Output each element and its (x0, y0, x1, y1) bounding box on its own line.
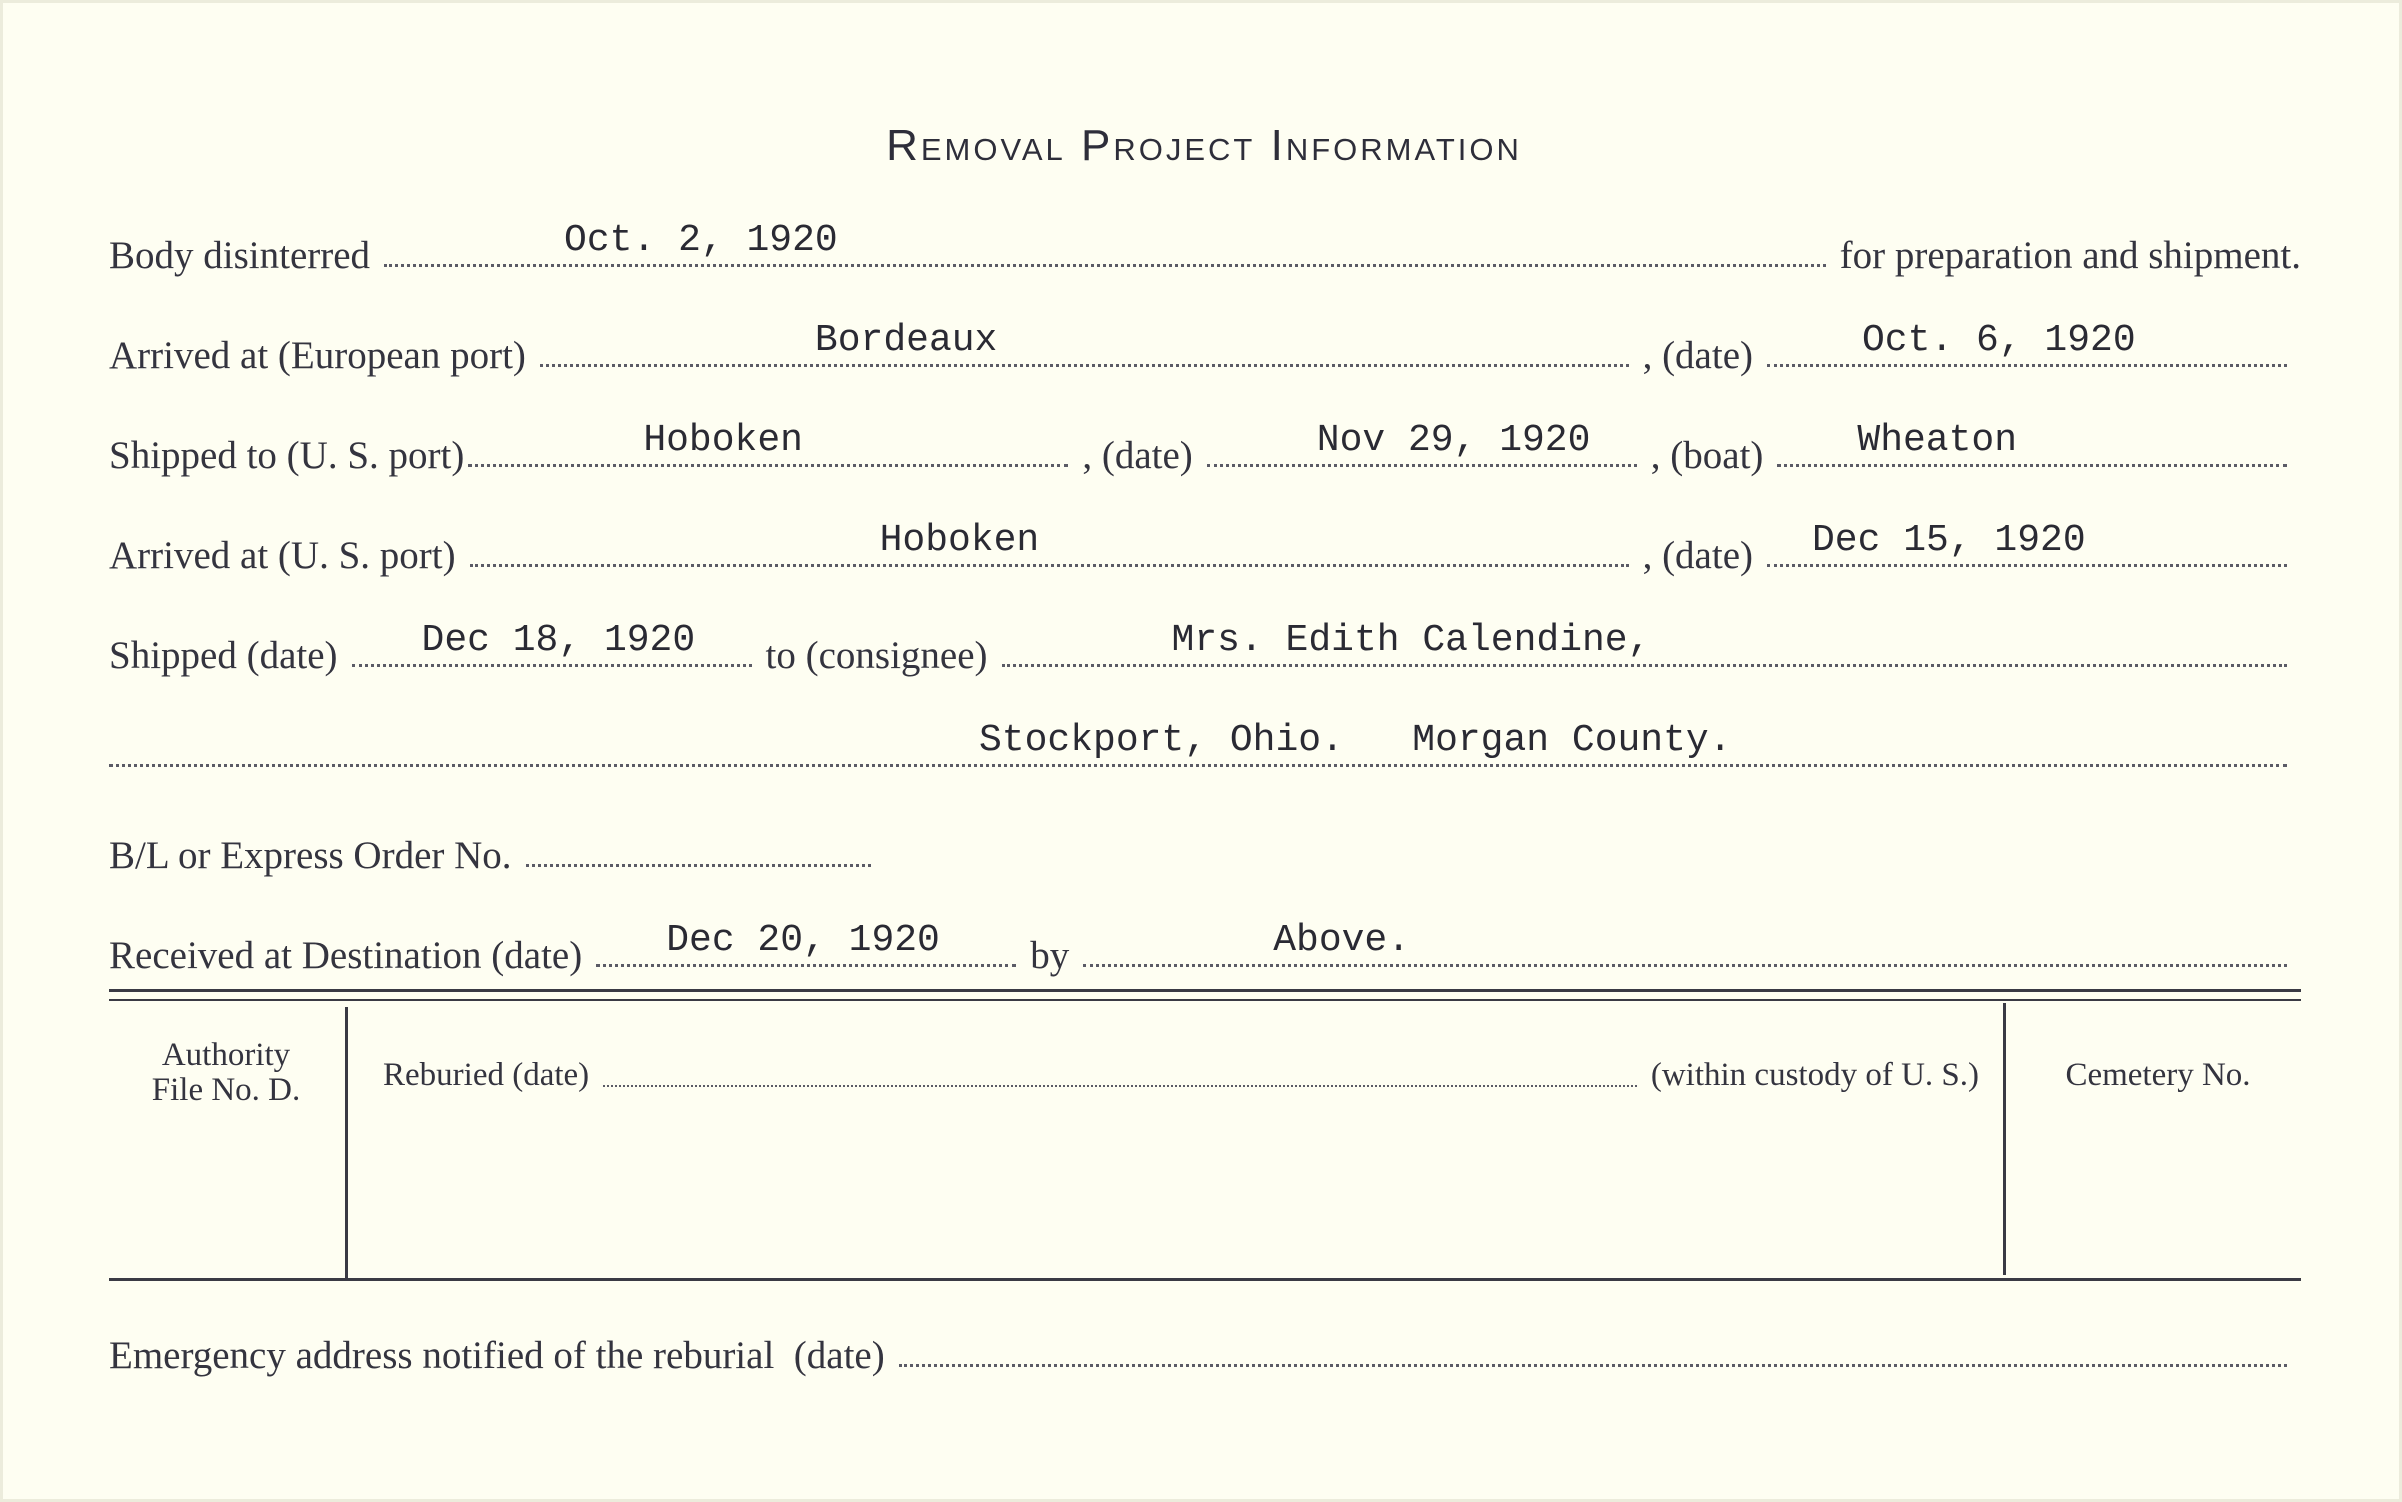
emergency-label: Emergency address notified of the reburial (date) (109, 1334, 885, 1377)
table-top-rule-inner (109, 999, 2301, 1001)
authority-cell (111, 1038, 341, 1107)
received-date-field[interactable] (596, 919, 1016, 967)
arrived-european-date-value: Oct. 6, 1920 (1862, 319, 2136, 362)
received-label: Received at Destination (date) (109, 934, 583, 977)
reburied-label: Reburied (date) (383, 1057, 590, 1093)
consignee-label: to (consignee) (765, 634, 988, 677)
custody-label: (within custody of U. S.) (1650, 1057, 1979, 1093)
cemetery-cell (2013, 1058, 2303, 1093)
reburied-cell (383, 1058, 1979, 1093)
table-divider-right (2003, 1003, 2006, 1275)
shipped-date-field[interactable] (352, 619, 752, 667)
shipped-us-port-field[interactable] (468, 419, 1068, 467)
shipped-us-boat-field[interactable] (1777, 419, 2287, 467)
address-row (109, 715, 2301, 775)
shipped-us-date-value: Nov 29, 1920 (1316, 419, 1591, 462)
received-date-value: Dec 20, 1920 (666, 919, 940, 962)
received-by-field[interactable] (1083, 919, 2287, 967)
arrived-european-port-value: Bordeaux (814, 319, 998, 362)
received-row (109, 915, 2301, 975)
shipped-us-date-field[interactable] (1207, 419, 1637, 467)
arrived-european-date-label: , (date) (1642, 334, 1753, 377)
bl-order-row (109, 815, 2301, 875)
shipped-date-label: Shipped (date) (109, 634, 338, 677)
emergency-row (109, 1315, 2301, 1375)
body-disinterred-suffix: for preparation and shipment. (1839, 234, 2301, 277)
received-by-label: by (1030, 934, 1070, 977)
table-divider-left (345, 1007, 348, 1279)
emergency-date-field[interactable] (899, 1324, 2287, 1367)
arrived-european-date-field[interactable] (1767, 319, 2287, 367)
arrived-european-port-field[interactable] (540, 319, 1629, 367)
arrived-us-date-field[interactable] (1767, 519, 2287, 567)
body-disinterred-label: Body disinterred (109, 234, 371, 277)
shipped-date-value: Dec 18, 1920 (421, 619, 696, 662)
shipped-us-row (109, 415, 2301, 475)
consignee-address-value: Stockport, Ohio. Morgan County. (979, 719, 1732, 762)
arrived-us-label: Arrived at (U. S. port) (109, 534, 456, 577)
shipped-row (109, 615, 2301, 675)
received-by-value: Above. (1273, 919, 1411, 962)
arrived-european-label: Arrived at (European port) (109, 334, 526, 377)
consignee-address-field[interactable] (109, 719, 2287, 767)
body-disinterred-value: Oct. 2, 1920 (564, 219, 838, 262)
arrived-us-date-label: , (date) (1642, 534, 1753, 577)
arrived-us-port-field[interactable] (470, 519, 1629, 567)
shipped-us-label: Shipped to (U. S. port) (109, 434, 465, 477)
authority-line1: Authority (161, 1037, 291, 1073)
bl-order-label: B/L or Express Order No. (109, 834, 512, 877)
shipped-us-boat-label: , (boat) (1650, 434, 1764, 477)
bl-order-field[interactable] (526, 824, 871, 867)
body-disinterred-field[interactable] (384, 219, 1826, 267)
arrived-european-row (109, 315, 2301, 375)
arrived-us-row (109, 515, 2301, 575)
page-title: Removal Project Information (886, 121, 1522, 170)
reburied-date-field[interactable] (603, 1061, 1637, 1087)
body-disinterred-row (109, 215, 2301, 275)
authority-line2: File No. D. (151, 1071, 301, 1108)
consignee-value: Mrs. Edith Calendine, (1171, 619, 1651, 662)
shipped-us-boat-value: Wheaton (1857, 419, 2018, 462)
table-bottom-rule (109, 1278, 2301, 1281)
arrived-us-port-value: Hoboken (879, 519, 1040, 562)
cemetery-label[interactable]: Cemetery No. (2065, 1057, 2251, 1093)
shipped-us-port-value: Hoboken (643, 419, 803, 462)
table-top-rule (109, 989, 2301, 992)
arrived-us-date-value: Dec 15, 1920 (1812, 519, 2086, 562)
shipped-us-date-label: , (date) (1082, 434, 1193, 477)
consignee-field[interactable] (1002, 619, 2287, 667)
